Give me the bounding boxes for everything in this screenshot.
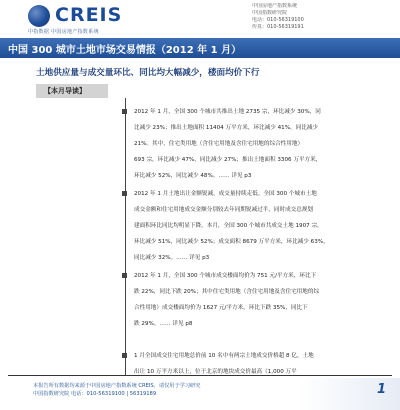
header-info-line: 中国指数研究院 — [252, 10, 288, 16]
paragraph-line: 建面积环比同比均明显下降。本月，全国 300 个城市共成交土地 1907 宗， — [134, 223, 323, 229]
paragraph-line: 2012 年 1 月土地出让金额锐减，成交量持续走低。全国 300 个城市土地 — [134, 191, 317, 197]
bullet-marker — [122, 191, 127, 196]
paragraph-line: 跌 22%，同比下跌 20%；其中住宅类用地（含住宅用地及含住宅用地的综 — [134, 289, 320, 295]
paragraph-line: 比减少 23%；推出土地面积 11404 万平方米，环比减少 41%，同比减少 — [134, 125, 319, 131]
summary-paragraph-transactions — [134, 186, 376, 266]
logo-subtitle: 中指数据 中国房地产指数系统 — [28, 29, 99, 35]
report-headline: 土地供应量与成交量环比、同比均大幅减少，楼面均价下行 — [36, 68, 260, 78]
paragraph-line: 693 宗，环比减少 47%，同比减少 27%；推出土地面积 3306 万平方米， — [134, 157, 322, 163]
paragraph-line: 2012 年 1 月，全国 300 个城市共推出土地 2735 宗，环比减少 30%，同 — [134, 109, 321, 115]
footer-line: 本报告所有数据均来源于中国房地产指数系统 CREIS，请仅用于学习研究 — [33, 383, 201, 389]
bullet-marker — [122, 273, 127, 278]
bullet-marker — [122, 109, 127, 114]
paragraph-line: 2012 年 1 月，全国 300 个城市成交楼面均价为 751 元/平方米，环比下 — [134, 273, 317, 279]
vertical-divider — [125, 98, 126, 376]
header-contact-info — [252, 3, 372, 31]
header-info-line: 电话：010-56319100 — [252, 17, 304, 23]
globe-logo-icon — [28, 5, 50, 27]
section-tag-label: 【本月导读】 — [44, 87, 86, 95]
paragraph-line: 跌 29%。…… 详见 p8 — [134, 321, 193, 327]
summary-paragraph-price — [134, 268, 376, 332]
section-tag — [36, 84, 108, 98]
paragraph-line: 合性用地）成交楼面均价为 1627 元/平方米，环比下跌 35%，同比下 — [134, 305, 308, 311]
paragraph-line: 出让 10 万平方米以上，位于北京的地块成交价最高（1,000 万平 — [134, 369, 297, 375]
header-info-line: 中国房地产指数系统 — [252, 3, 298, 9]
paragraph-line: 成交金额和住宅用地成交金额分别较去年同期锐减过半，同时成交总规划 — [134, 207, 314, 213]
report-title-bar — [0, 38, 400, 58]
header-info-line: 传真：010-56319191 — [252, 24, 304, 30]
paragraph-line: 21%。其中，住宅类用地（含住宅用地及含住宅用地的综合性用地） — [134, 141, 304, 147]
paragraph-line: 同比减少 32%。…… 详见 p3 — [134, 255, 210, 261]
summary-paragraph-supply — [134, 104, 376, 184]
paragraph-line: 1 月全国成交住宅用地总价前 10 名中有两宗土地成交价格超 8 亿，土地 — [134, 353, 314, 359]
footer-rule — [8, 375, 392, 376]
page-number: 1 — [376, 382, 386, 397]
footer-text — [33, 382, 363, 398]
paragraph-line: 环比减少 52%，同比减少 48%。…… 详见 p3 — [134, 173, 252, 179]
creis-logo — [28, 5, 158, 33]
logo-text: CREIS — [55, 4, 123, 26]
footer-line: 中国指数研究院 电话：010-56319100 | 56319189 — [33, 391, 157, 397]
bullet-marker — [122, 353, 127, 358]
report-title: 中国 300 城市土地市场交易情报（2012 年 1 月） — [8, 45, 242, 56]
report-header — [0, 0, 400, 38]
paragraph-line: 环比减少 51%，同比减少 52%；成交面积 8679 万平方米，环比减少 63%， — [134, 239, 329, 245]
